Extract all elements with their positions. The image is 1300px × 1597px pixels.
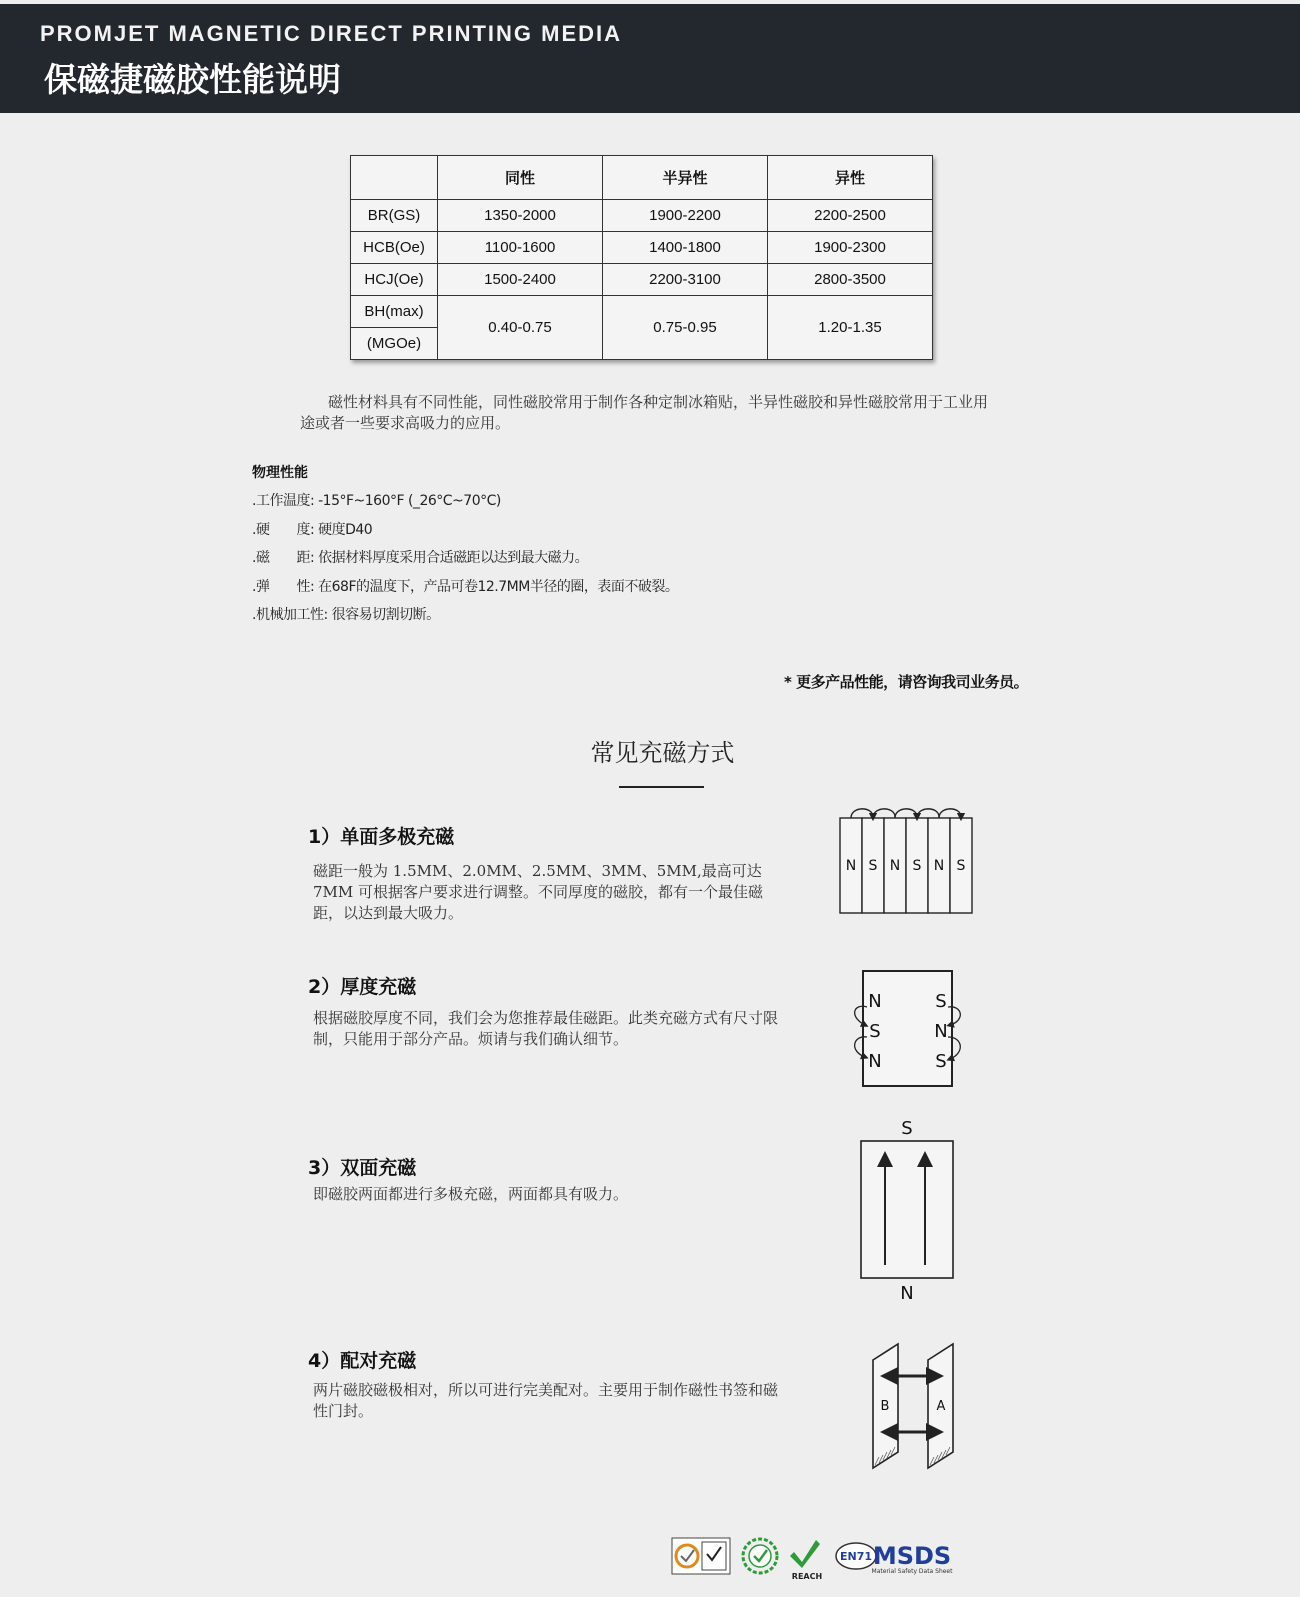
msds-label: MSDS [872,1542,952,1570]
pole-label: N [933,858,945,874]
section-divider [619,786,704,788]
method-4-desc: 两片磁胶磁极相对，所以可进行完美配对。主要用于制作磁性书签和磁性门封。 [313,1381,779,1420]
table-row [351,200,933,232]
method-4-title: 4）配对充磁 [308,1350,417,1372]
table-header-cell: 异性 [768,156,933,200]
en71-cert-icon [836,1543,876,1569]
row-label: BR(GS) [351,200,438,232]
pole-label-top: S [901,1118,913,1139]
pole-label: N [868,991,882,1012]
table-header-cell: 半异性 [603,156,768,200]
table-cell: 1350-2000 [438,200,603,232]
property-value: 在68F的温度下，产品可卷12.7MM半径的圈，表面不破裂。 [318,578,679,595]
method-3-desc: 即磁胶两面都进行多极充磁，两面都具有吸力。 [313,1185,629,1203]
table-cell: 1500-2400 [438,264,603,296]
section-title: 常见充磁方式 [590,739,735,767]
table-header-row [351,156,933,200]
pole-label: N [868,1051,882,1072]
page-header [0,4,1300,113]
table-cell: 1900-2200 [603,200,768,232]
table-cell: 1400-1800 [603,232,768,264]
property-value: -15°F~160°F (_26°C~70°C) [318,493,501,509]
pole-label: N [934,1021,948,1042]
table-cell: 1.20-1.35 [768,296,933,360]
table-header-cell: 同性 [438,156,603,200]
pair-diagram [863,1340,963,1480]
row-label: HCB(Oe) [351,232,438,264]
method-1-title: 1）单面多极充磁 [308,826,455,848]
list-item [252,576,678,605]
row-label: BH(max) [351,296,438,328]
msds-sublabel: Material Safety Data Sheet [871,1568,953,1575]
pole-label: S [935,991,947,1012]
pole-label: N [889,858,901,874]
pole-label: N [845,858,857,874]
list-item [252,547,678,576]
physical-properties-list [252,490,678,633]
msds-cert-icon [872,1542,954,1575]
table-cell: 0.75-0.95 [603,296,768,360]
table-cell: 1100-1600 [438,232,603,264]
row-label: HCJ(Oe) [351,264,438,296]
table-cell: 1900-2300 [768,232,933,264]
property-key: .弹 性: [252,578,315,595]
pole-label-bottom: N [900,1283,914,1304]
sgs-cert-icon [672,1538,730,1574]
table-row [351,232,933,264]
method-2-title: 2）厚度充磁 [308,976,417,998]
row-label: (MGOe) [351,328,438,360]
rohs-cert-icon [743,1539,777,1573]
method-3-title: 3）双面充磁 [308,1157,417,1179]
physical-properties-title: 物理性能 [252,465,308,481]
property-key: .工作温度: [252,493,315,509]
contact-note: * 更多产品性能，请咨询我司业务员。 [784,673,1029,691]
multipole-diagram [832,803,982,915]
list-item [252,604,678,633]
table-header-cell [351,156,438,200]
property-value: 依据材料厚度采用合适磁距以达到最大磁力。 [318,550,589,566]
table-row [351,296,933,328]
header-title-en: PROMJET MAGNETIC DIRECT PRINTING MEDIA [40,21,623,46]
pole-label: S [912,858,922,874]
thickness-diagram [845,965,975,1090]
property-value: 很容易切割切断。 [331,607,440,623]
en71-label: EN71 [839,1550,873,1563]
method-1-desc: 磁距一般为 1.5MM、2.0MM、2.5MM、3MM、5MM,最高可达7MM 可根据客户要求进行调整。不同厚度的磁胶，都有一个最佳磁距，以达到最大吸力。 [313,862,764,922]
property-key: .硬 度: [252,521,315,538]
sheet-label-b: B [880,1399,890,1414]
reach-cert-icon [790,1540,822,1581]
list-item [252,490,678,519]
double-sided-diagram [855,1115,965,1305]
table-cell: 2200-3100 [603,264,768,296]
pole-label: S [868,858,878,874]
intro-paragraph: 磁性材料具有不同性能，同性磁胶常用于制作各种定制冰箱贴，半异性磁胶和异性磁胶常用于工业用途或者一些要求高吸力的应用。 [300,393,989,432]
pole-label: S [935,1051,947,1072]
table-cell: 2200-2500 [768,200,933,232]
certification-logos [670,1530,980,1582]
pole-label: S [869,1021,881,1042]
reach-label: REACH [791,1572,823,1581]
property-key: .机械加工性: [252,607,328,623]
list-item [252,519,678,548]
property-value: 硬度D40 [318,521,373,538]
pole-label: S [956,858,966,874]
table-row [351,264,933,296]
method-2-desc: 根据磁胶厚度不同，我们会为您推荐最佳磁距。此类充磁方式有尺寸限制，只能用于部分产品。烦请与我们确认细节。 [313,1009,779,1048]
header-title-cn: 保磁捷磁胶性能说明 [44,60,341,99]
spec-table [350,155,933,360]
property-key: .磁 距: [252,550,315,566]
table-cell: 2800-3500 [768,264,933,296]
sheet-label-a: A [936,1399,946,1414]
table-cell: 0.40-0.75 [438,296,603,360]
